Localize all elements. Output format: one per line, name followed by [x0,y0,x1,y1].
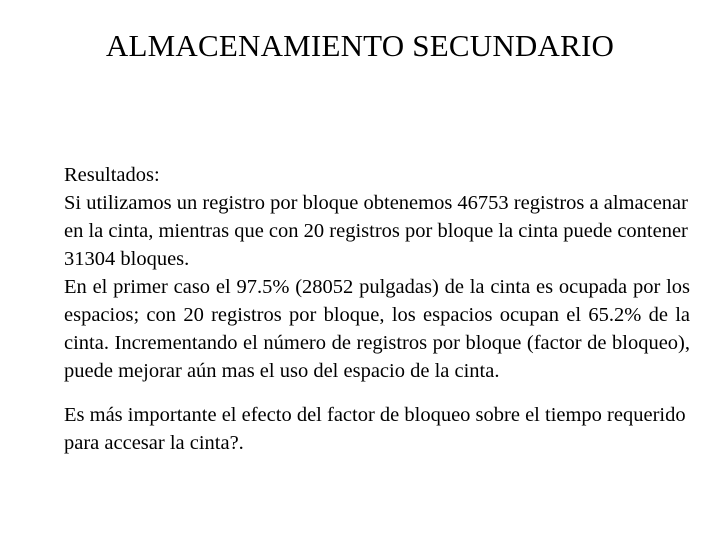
results-heading: Resultados: [64,164,160,186]
slide-title: ALMACENAMIENTO SECUNDARIO [105,28,615,63]
paragraph-espacios: En el primer caso el 97.5% (28052 pulgadas) de la cinta es ocupada por los espacios; con 20 registros por bloque, los espacios ocupan el 65.2% de la cinta. Incrementando el número de registros por bloque (factor de bloqueo), puede mejorar aún mas el uso del espacio de la cinta. [64,276,690,382]
paragraph-pregunta: Es más importante el efecto del factor de bloqueo sobre el tiempo requerido para accesar la cinta?. [64,404,686,454]
slide-body [64,161,690,457]
paragraph-registros: Si utilizamos un registro por bloque obtenemos 46753 registros a almacenar en la cinta, mientras que con 20 registros por bloque la cinta puede contener 31304 bloques. [64,192,688,270]
